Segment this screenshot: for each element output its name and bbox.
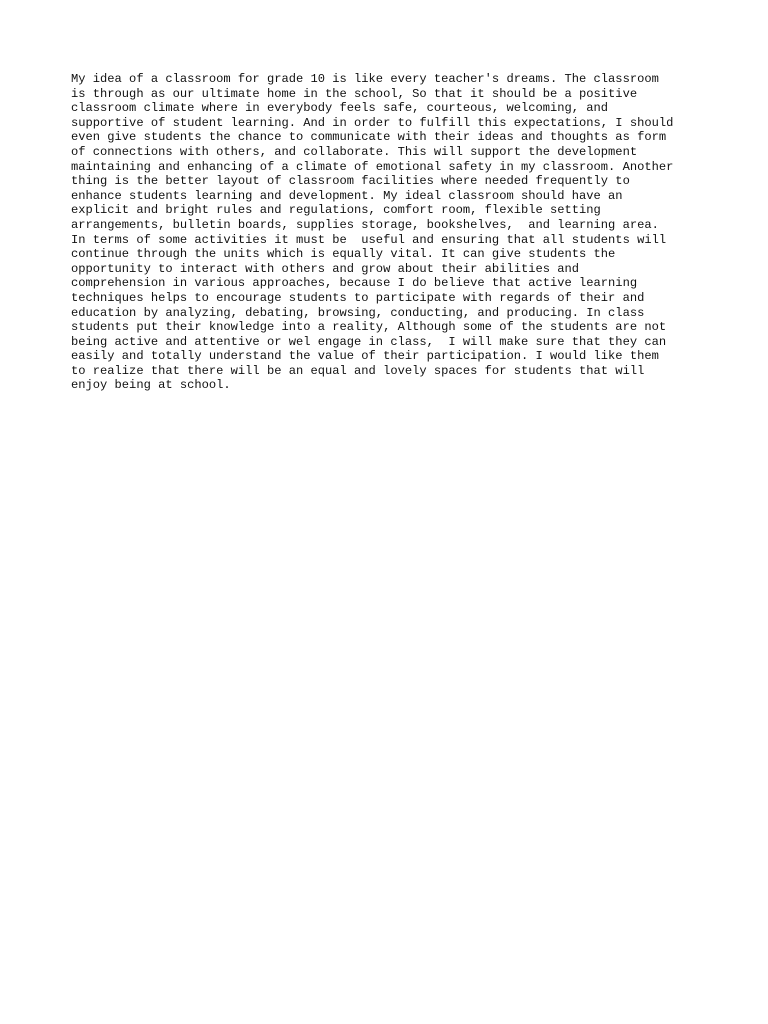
text-line: education by analyzing, debating, browsing, conducting, and producing. In class — [71, 305, 645, 320]
text-line: students put their knowledge into a reality, Although some of the students are not — [71, 320, 667, 335]
text-line: In terms of some activities it must be useful and ensuring that all students will — [71, 232, 667, 247]
text-line: maintaining and enhancing of a climate of emotional safety in my classroom. Another — [71, 159, 674, 174]
text-line: being active and attentive or wel engage in class, I will make sure that they can — [71, 334, 667, 349]
text-line: opportunity to interact with others and grow about their abilities and — [71, 261, 580, 276]
text-line: comprehension in various approaches, because I do believe that active learning — [71, 276, 638, 291]
text-line: easily and totally understand the value of their participation. I would like them — [71, 349, 659, 364]
text-line: My idea of a classroom for grade 10 is like every teacher's dreams. The classroom — [71, 72, 659, 86]
text-line: explicit and bright rules and regulations, comfort room, flexible setting — [71, 203, 601, 218]
text-line: classroom climate where in everybody feels safe, courteous, welcoming, and — [71, 101, 609, 116]
text-line: is through as our ultimate home in the school, So that it should be a positive — [71, 86, 638, 101]
text-line: to realize that there will be an equal and lovely spaces for students that will — [71, 363, 645, 378]
text-line: thing is the better layout of classroom facilities where needed frequently to — [71, 174, 630, 189]
text-line: enjoy being at school. — [71, 378, 231, 393]
text-line: continue through the units which is equally vital. It can give students the — [71, 247, 616, 262]
text-line: enhance students learning and development. My ideal classroom should have an — [71, 188, 623, 203]
text-line: even give students the chance to communicate with their ideas and thoughts as form — [71, 130, 667, 145]
text-line: of connections with others, and collaborate. This will support the development — [71, 144, 638, 159]
text-line: arrangements, bulletin boards, supplies storage, bookshelves, and learning area. — [71, 217, 659, 232]
essay-paragraph — [71, 72, 711, 393]
text-line: techniques helps to encourage students to participate with regards of their and — [71, 290, 645, 305]
text-line: supportive of student learning. And in order to fulfill this expectations, I should — [71, 115, 674, 130]
